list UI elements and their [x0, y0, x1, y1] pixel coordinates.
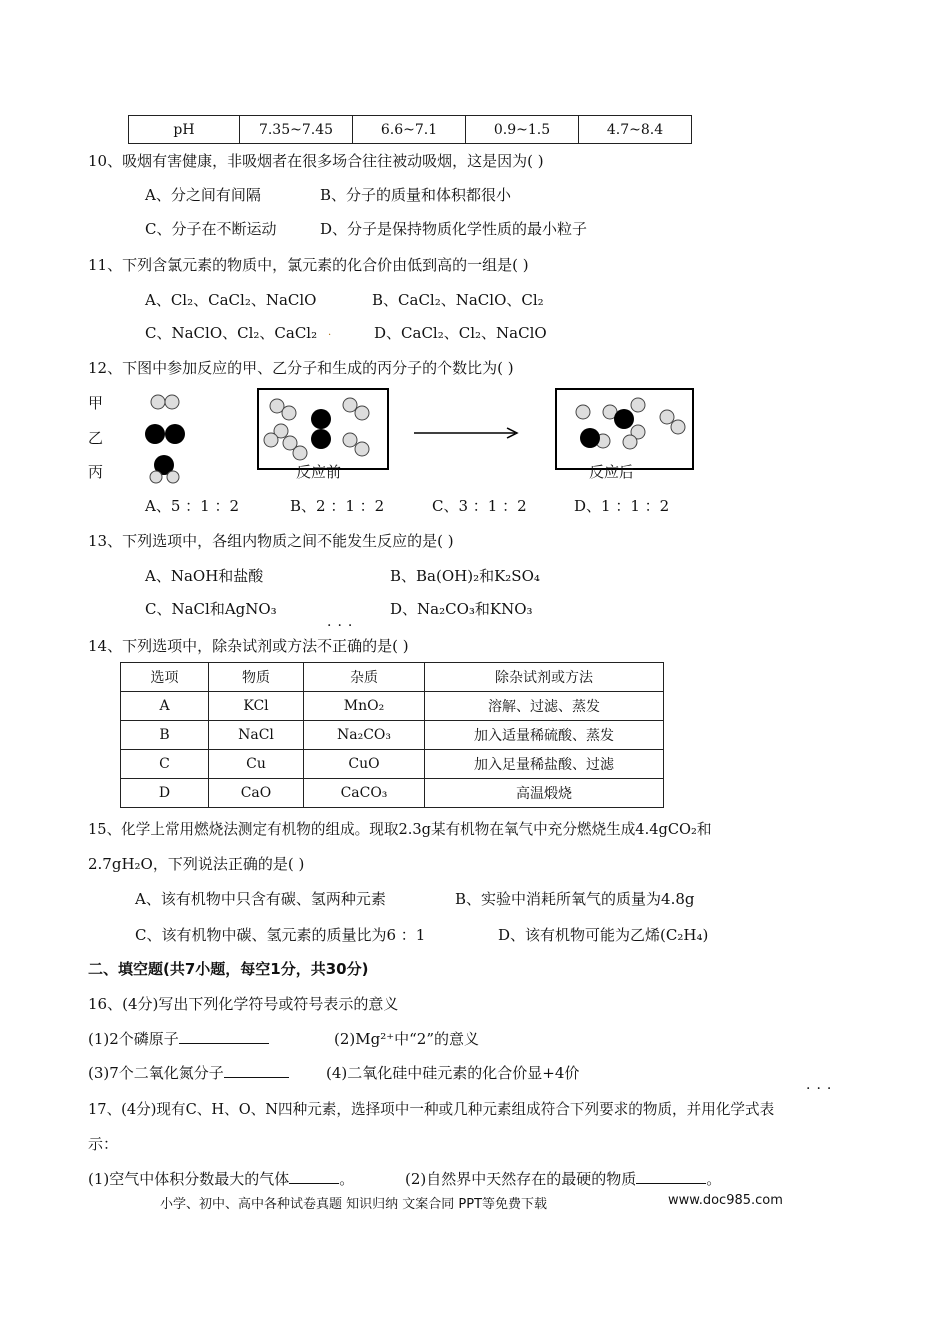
label-yi: 乙 [88, 429, 104, 447]
q14-stem: 14、下列选项中，除杂试剂或方法不正确的是( ) [88, 637, 409, 655]
q17-part1-end: 。 [339, 1170, 355, 1188]
q11-option-a: A、Cl₂、CaCl₂、NaClO [145, 291, 317, 309]
atom-dark [165, 424, 185, 444]
footer-text: 小学、初中、高中各种试卷真题 知识归纳 文案合同 PPT等免费下载 [160, 1197, 548, 1212]
table-cell: KCl [209, 692, 304, 721]
table-cell: 高温煅烧 [425, 779, 664, 808]
q10-option-b: B、分子的质量和体积都很小 [320, 186, 512, 204]
before-label: 反应前 [296, 463, 342, 481]
label-jia: 甲 [88, 394, 104, 412]
q17-line1: 17、(4分)现有C、H、O、N四种元素，选择项中一种或几种元素组成符合下列要求的物质，并用化学式表 [88, 1101, 775, 1118]
answer-blank[interactable] [179, 1029, 269, 1044]
table-row [121, 721, 664, 750]
q17-part2-label: (2)自然界中天然存在的最硬的物质 [405, 1170, 637, 1188]
q12-option-c: C、3 ：1 ：2 [432, 497, 527, 515]
atom-light [151, 395, 165, 409]
table-header: 杂质 [304, 663, 425, 692]
emphasis-dots: ··· [806, 1081, 838, 1097]
q16-stem: 16、(4分)写出下列化学符号或符号表示的意义 [88, 995, 399, 1013]
q16-part1 [88, 1028, 269, 1049]
atom-light [150, 471, 162, 483]
atom-dark [145, 424, 165, 444]
q13-option-d: D、Na₂CO₃和KNO₃ [390, 600, 533, 618]
label-bing: 丙 [88, 463, 104, 481]
q10-stem: 10、吸烟有害健康，非吸烟者在很多场合往往被动吸烟，这是因为( ) [88, 152, 544, 170]
q11-option-b: B、CaCl₂、NaClO、Cl₂ [372, 291, 544, 309]
q15-option-a: A、该有机物中只含有碳、氢两种元素 [135, 890, 386, 908]
table-header: 物质 [209, 663, 304, 692]
ph-cell: 7.35~7.45 [240, 116, 353, 144]
section-heading: 二、填空题(共7小题，每空1分，共30分) [88, 960, 369, 978]
q15-line1: 15、化学上常用燃烧法测定有机物的组成。现取2.3g某有机物在氧气中充分燃烧生成4.4gCO₂和 [88, 821, 712, 838]
q12-option-b: B、2 ：1 ：2 [290, 497, 385, 515]
q15-line2: 2.7gH₂O，下列说法正确的是( ) [88, 855, 305, 873]
q17-part1 [88, 1168, 354, 1189]
table-cell: A [121, 692, 209, 721]
ph-table [128, 115, 692, 144]
answer-blank[interactable] [224, 1063, 289, 1078]
q15-option-d: D、该有机物可能为乙烯(C₂H₄) [498, 926, 709, 944]
purification-table [120, 662, 664, 808]
atom-light [167, 471, 179, 483]
table-cell: 加入足量稀盐酸、过滤 [425, 750, 664, 779]
table-header: 除杂试剂或方法 [425, 663, 664, 692]
table-cell: Cu [209, 750, 304, 779]
footer-link[interactable]: www.doc985.com [668, 1193, 783, 1208]
q15-option-c: C、该有机物中碳、氢元素的质量比为6 ：1 [135, 926, 426, 944]
answer-blank[interactable] [636, 1169, 706, 1184]
q15-option-b: B、实验中消耗所氧气的质量为4.8g [455, 890, 695, 908]
table-cell: D [121, 779, 209, 808]
q11-stem: 11、下列含氯元素的物质中，氯元素的化合价由低到高的一组是( ) [88, 256, 529, 274]
q16-part1-label: (1)2个磷原子 [88, 1030, 179, 1048]
table-cell: CaCO₃ [304, 779, 425, 808]
table-row [121, 750, 664, 779]
emphasis-dots: ··· [327, 618, 359, 634]
table-cell: B [121, 721, 209, 750]
q17-part2 [405, 1168, 721, 1189]
q13-option-a: A、NaOH和盐酸 [145, 567, 264, 585]
ph-cell: 4.7~8.4 [579, 116, 692, 144]
q16-part3 [88, 1062, 289, 1083]
q13-option-b: B、Ba(OH)₂和K₂SO₄ [390, 567, 540, 585]
table-cell: MnO₂ [304, 692, 425, 721]
table-cell: C [121, 750, 209, 779]
ph-cell: 6.6~7.1 [353, 116, 466, 144]
q16-part2: (2)Mg²⁺中“2”的意义 [334, 1030, 480, 1048]
table-cell: NaCl [209, 721, 304, 750]
q17-part2-end: 。 [706, 1170, 722, 1188]
q17-part1-label: (1)空气中体积分数最大的气体 [88, 1170, 290, 1188]
table-cell: Na₂CO₃ [304, 721, 425, 750]
table-cell: CuO [304, 750, 425, 779]
q12-option-d: D、1 ：1 ：2 [574, 497, 670, 515]
stray-mark: . [328, 327, 332, 338]
table-cell: 加入适量稀硫酸、蒸发 [425, 721, 664, 750]
q16-part4: (4)二氧化硅中硅元素的化合价显+4价 [326, 1064, 580, 1082]
table-cell: CaO [209, 779, 304, 808]
q11-option-d: D、CaCl₂、Cl₂、NaClO [374, 324, 547, 342]
q13-stem: 13、下列选项中，各组内物质之间不能发生反应的是( ) [88, 532, 454, 550]
table-cell: 溶解、过滤、蒸发 [425, 692, 664, 721]
q10-option-a: A、分之间有间隔 [145, 186, 261, 204]
after-label: 反应后 [589, 463, 635, 481]
q12-stem: 12、下图中参加反应的甲、乙分子和生成的丙分子的个数比为( ) [88, 359, 514, 377]
ph-cell: pH [129, 116, 240, 144]
table-row [121, 779, 664, 808]
q16-part3-label: (3)7个二氧化氮分子 [88, 1064, 224, 1082]
q12-option-a: A、5 ：1 ：2 [145, 497, 239, 515]
table-row [121, 692, 664, 721]
q10-option-d: D、分子是保持物质化学性质的最小粒子 [320, 220, 588, 238]
q11-option-c: C、NaClO、Cl₂、CaCl₂ [145, 324, 318, 342]
atom-light [165, 395, 179, 409]
table-header: 选项 [121, 663, 209, 692]
table-header-row [121, 663, 664, 692]
q10-option-c: C、分子在不断运动 [145, 220, 277, 238]
q13-option-c: C、NaCl和AgNO₃ [145, 600, 277, 618]
ph-cell: 0.9~1.5 [466, 116, 579, 144]
answer-blank[interactable] [289, 1169, 339, 1184]
q17-line2: 示： [88, 1135, 119, 1153]
